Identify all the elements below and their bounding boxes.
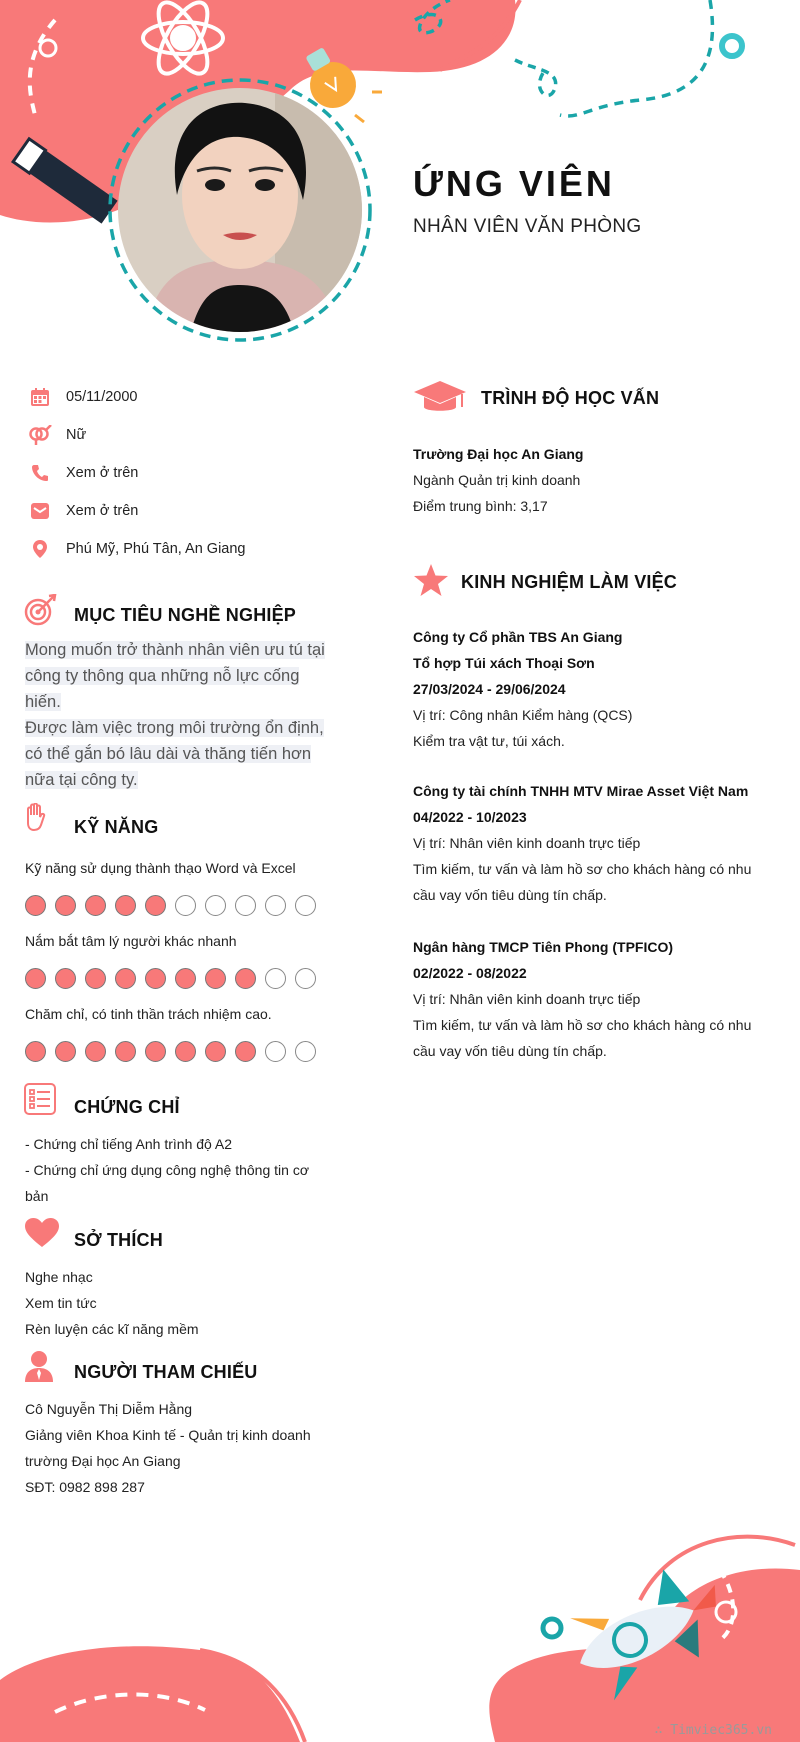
heart-icon [24, 1217, 60, 1249]
rating-dot-filled [235, 968, 256, 989]
watermark: ∴ Timviec365.vn [654, 1723, 772, 1738]
rating-dot-filled [25, 1041, 46, 1062]
goal-line: Được làm việc trong môi trường ổn định, [25, 719, 324, 737]
reference-line: Giảng viên Khoa Kinh tế - Quản trị kinh doanh [25, 1427, 311, 1443]
references-title: NGƯỜI THAM CHIẾU [74, 1362, 258, 1382]
job-description: cầu vay vốn tiêu dùng tín chấp. [413, 887, 607, 903]
rating-dot-filled [175, 968, 196, 989]
rating-dot-empty [295, 1041, 316, 1062]
certificates-title: CHỨNG CHỈ [74, 1097, 180, 1117]
job-company: Công ty tài chính TNHH MTV Mirae Asset Việt Nam [413, 783, 749, 799]
job-description: Tìm kiếm, tư vấn và làm hồ sơ cho khách hàng có nhu [413, 1017, 752, 1033]
job-company: Công ty Cổ phần TBS An Giang [413, 629, 623, 645]
goal-line: nữa tại công ty. [25, 771, 138, 789]
person-icon [24, 1350, 54, 1382]
rating-dot-filled [115, 968, 136, 989]
graduation-cap-icon [413, 379, 467, 415]
reference-line: trường Đại học An Giang [25, 1453, 181, 1469]
star-icon [413, 563, 449, 597]
skill-label: Chăm chỉ, có tinh thần trách nhiệm cao. [25, 1006, 272, 1022]
rating-dot-filled [25, 895, 46, 916]
certificate-line: - Chứng chỉ tiếng Anh trình độ A2 [25, 1136, 233, 1152]
rating-dot-filled [85, 968, 106, 989]
goal-line: hiến. [25, 693, 61, 711]
job-position: Vị trí: Công nhân Kiểm hàng (QCS) [413, 707, 633, 723]
contact-address [26, 534, 356, 564]
contact-text: Phú Mỹ, Phú Tân, An Giang [66, 541, 246, 557]
contact-text: Xem ở trên [66, 465, 139, 481]
reference-line: Cô Nguyễn Thị Diễm Hằng [25, 1401, 193, 1417]
skill-label: Kỹ năng sử dụng thành thạo Word và Excel [25, 860, 296, 876]
skill-rating [25, 968, 316, 989]
job-entry [413, 934, 770, 1064]
job-entry [413, 624, 770, 754]
hobby-item: Rèn luyện các kĩ năng mềm [25, 1321, 199, 1337]
rating-dot-empty [205, 895, 226, 916]
target-icon [24, 594, 58, 626]
calendar-icon [26, 384, 54, 410]
rating-dot-filled [145, 895, 166, 916]
contact-phone [26, 458, 356, 488]
education-details [413, 441, 583, 519]
hobby-item: Xem tin tức [25, 1295, 97, 1311]
education-title: TRÌNH ĐỘ HỌC VẤN [481, 388, 660, 408]
school-name: Trường Đại học An Giang [413, 446, 584, 462]
contact-text: Xem ở trên [66, 503, 139, 519]
rating-dot-filled [145, 1041, 166, 1062]
gpa: Điểm trung bình: 3,17 [413, 498, 548, 514]
job-position: Vị trí: Nhân viên kinh doanh trực tiếp [413, 835, 641, 851]
rating-dot-empty [295, 968, 316, 989]
email-icon [26, 498, 54, 524]
rating-dot-filled [55, 1041, 76, 1062]
contact-email [26, 496, 356, 526]
rating-dot-filled [115, 895, 136, 916]
skills-title: KỸ NĂNG [74, 817, 159, 837]
reference-line: SĐT: 0982 898 287 [25, 1479, 145, 1495]
experience-title: KINH NGHIỆM LÀM VIỆC [461, 572, 678, 592]
rating-dot-empty [265, 1041, 286, 1062]
contact-text: Nữ [66, 427, 87, 443]
job-period: 27/03/2024 - 29/06/2024 [413, 681, 566, 697]
rating-dot-filled [85, 895, 106, 916]
skill-label: Nắm bắt tâm lý người khác nhanh [25, 933, 237, 949]
rating-dot-empty [265, 968, 286, 989]
hobbies-title: SỞ THÍCH [74, 1230, 163, 1250]
rating-dot-filled [55, 968, 76, 989]
rating-dot-empty [175, 895, 196, 916]
rating-dot-filled [25, 968, 46, 989]
candidate-name: ỨNG VIÊN [413, 163, 615, 204]
job-company: Ngân hàng TMCP Tiên Phong (TPFICO) [413, 939, 674, 955]
location-pin-icon [26, 536, 54, 562]
hobbies-list [25, 1264, 199, 1342]
rating-dot-filled [115, 1041, 136, 1062]
hobby-item: Nghe nhạc [25, 1269, 93, 1285]
rating-dot-filled [235, 1041, 256, 1062]
contact-text: 05/11/2000 [66, 389, 138, 405]
hand-icon [24, 803, 48, 833]
rating-dot-filled [85, 1041, 106, 1062]
rating-dot-empty [265, 895, 286, 916]
job-entry [413, 778, 770, 908]
contact-birthday [26, 382, 356, 412]
certificate-line: - Chứng chỉ ứng dụng công nghệ thông tin cơ [25, 1162, 309, 1178]
job-description: cầu vay vốn tiêu dùng tín chấp. [413, 1043, 607, 1059]
avatar [115, 85, 365, 335]
rating-dot-empty [235, 895, 256, 916]
goal-title: MỤC TIÊU NGHỀ NGHIỆP [74, 605, 297, 625]
rating-dot-filled [55, 895, 76, 916]
skill-rating [25, 895, 316, 916]
candidate-role: NHÂN VIÊN VĂN PHÒNG [413, 216, 642, 237]
skill-rating [25, 1041, 316, 1062]
rating-dot-filled [175, 1041, 196, 1062]
rating-dot-filled [205, 1041, 226, 1062]
job-company-unit: Tổ hợp Túi xách Thoại Sơn [413, 655, 595, 671]
goal-line: Mong muốn trở thành nhân viên ưu tú tại [25, 641, 325, 659]
job-description: Tìm kiếm, tư vấn và làm hồ sơ cho khách hàng có nhu [413, 861, 752, 877]
certificate-line: bản [25, 1188, 49, 1204]
certificates-list [25, 1131, 350, 1209]
job-period: 04/2022 - 10/2023 [413, 809, 527, 825]
rating-dot-filled [145, 968, 166, 989]
gender-icon [26, 422, 54, 448]
goal-line: công ty thông qua những nỗ lực cống [25, 667, 300, 685]
references-list [25, 1396, 350, 1500]
goal-line: có thể gắn bó lâu dài và thăng tiến hơn [25, 745, 312, 763]
contact-gender [26, 420, 356, 450]
job-period: 02/2022 - 08/2022 [413, 965, 527, 981]
rating-dot-empty [295, 895, 316, 916]
job-position: Vị trí: Nhân viên kinh doanh trực tiếp [413, 991, 641, 1007]
goal-text [25, 637, 355, 793]
phone-icon [26, 460, 54, 486]
major: Ngành Quản trị kinh doanh [413, 472, 581, 488]
job-description: Kiểm tra vật tư, túi xách. [413, 733, 565, 749]
rating-dot-filled [205, 968, 226, 989]
checklist-icon [24, 1083, 56, 1115]
